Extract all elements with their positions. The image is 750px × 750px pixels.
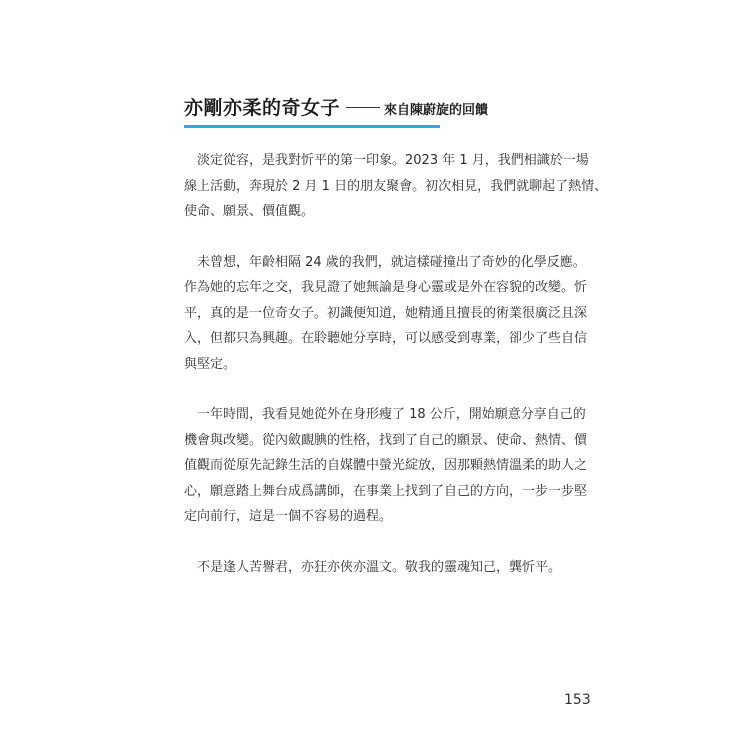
paragraph-2 bbox=[184, 250, 588, 378]
title-row bbox=[184, 93, 584, 120]
chapter-heading bbox=[184, 93, 584, 128]
paragraph-line: 心，願意踏上舞台成爲講師，在事業上找到了自己的方向，一步一步堅 bbox=[184, 483, 588, 499]
paragraph-line: 不是逢人苦譽君，亦狂亦俠亦溫文。敬我的靈魂知己，龔忻平。 bbox=[184, 559, 562, 575]
chapter-subtitle: 來自陳蔚旋的回饋 bbox=[384, 103, 489, 118]
paragraph-line: 定向前行，這是一個不容易的過程。 bbox=[184, 509, 393, 524]
paragraph-line: 一年時間，我看見她從外在身形瘦了 18 公斤，開始願意分享自己的 bbox=[184, 407, 586, 422]
paragraph-line: 入，但都只為興趣。在聆聽她分享時，可以感受到專業，卻少了些自信 bbox=[184, 331, 588, 346]
paragraph-line: 淡定從容，是我對忻平的第一印象。2023 年 1 月，我們相識於一場 bbox=[184, 153, 589, 168]
paragraph-line: 值觀而從原先記錄生活的自媒體中螢光綻放，因那顆熱情溫柔的助人之 bbox=[184, 458, 588, 473]
paragraph-line: 與堅定。 bbox=[184, 356, 237, 372]
title-underline bbox=[184, 125, 440, 128]
paragraph-line: 未曾想，年齡相隔 24 歲的我們，就這樣碰撞出了奇妙的化學反應。 bbox=[184, 254, 586, 270]
paragraph-3 bbox=[184, 402, 588, 530]
paragraph-line: 線上活動，奔現於 2 月 1 日的朋友聚會。初次相見，我們就聊起了熱情、 bbox=[184, 178, 608, 194]
paragraph-1 bbox=[184, 148, 608, 225]
paragraph-line: 平，真的是一位奇女子。初識便知道，她精通且擅長的術業很廣泛且深 bbox=[184, 305, 588, 321]
chapter-title: 亦剛亦柔的奇女子 bbox=[184, 97, 341, 119]
title-dash-divider bbox=[346, 107, 380, 108]
page-number: 153 bbox=[564, 692, 591, 708]
paragraph-line: 作為她的忘年之交，我見證了她無論是身心靈或是外在容貌的改變。忻 bbox=[184, 280, 588, 295]
body-text bbox=[184, 148, 608, 605]
paragraph-line: 機會與改變。從內斂靦腆的性格，找到了自己的願景、使命、熱情、價 bbox=[184, 432, 588, 448]
paragraph-line: 使命、願景、價值觀。 bbox=[184, 204, 315, 219]
paragraph-4 bbox=[184, 555, 584, 581]
